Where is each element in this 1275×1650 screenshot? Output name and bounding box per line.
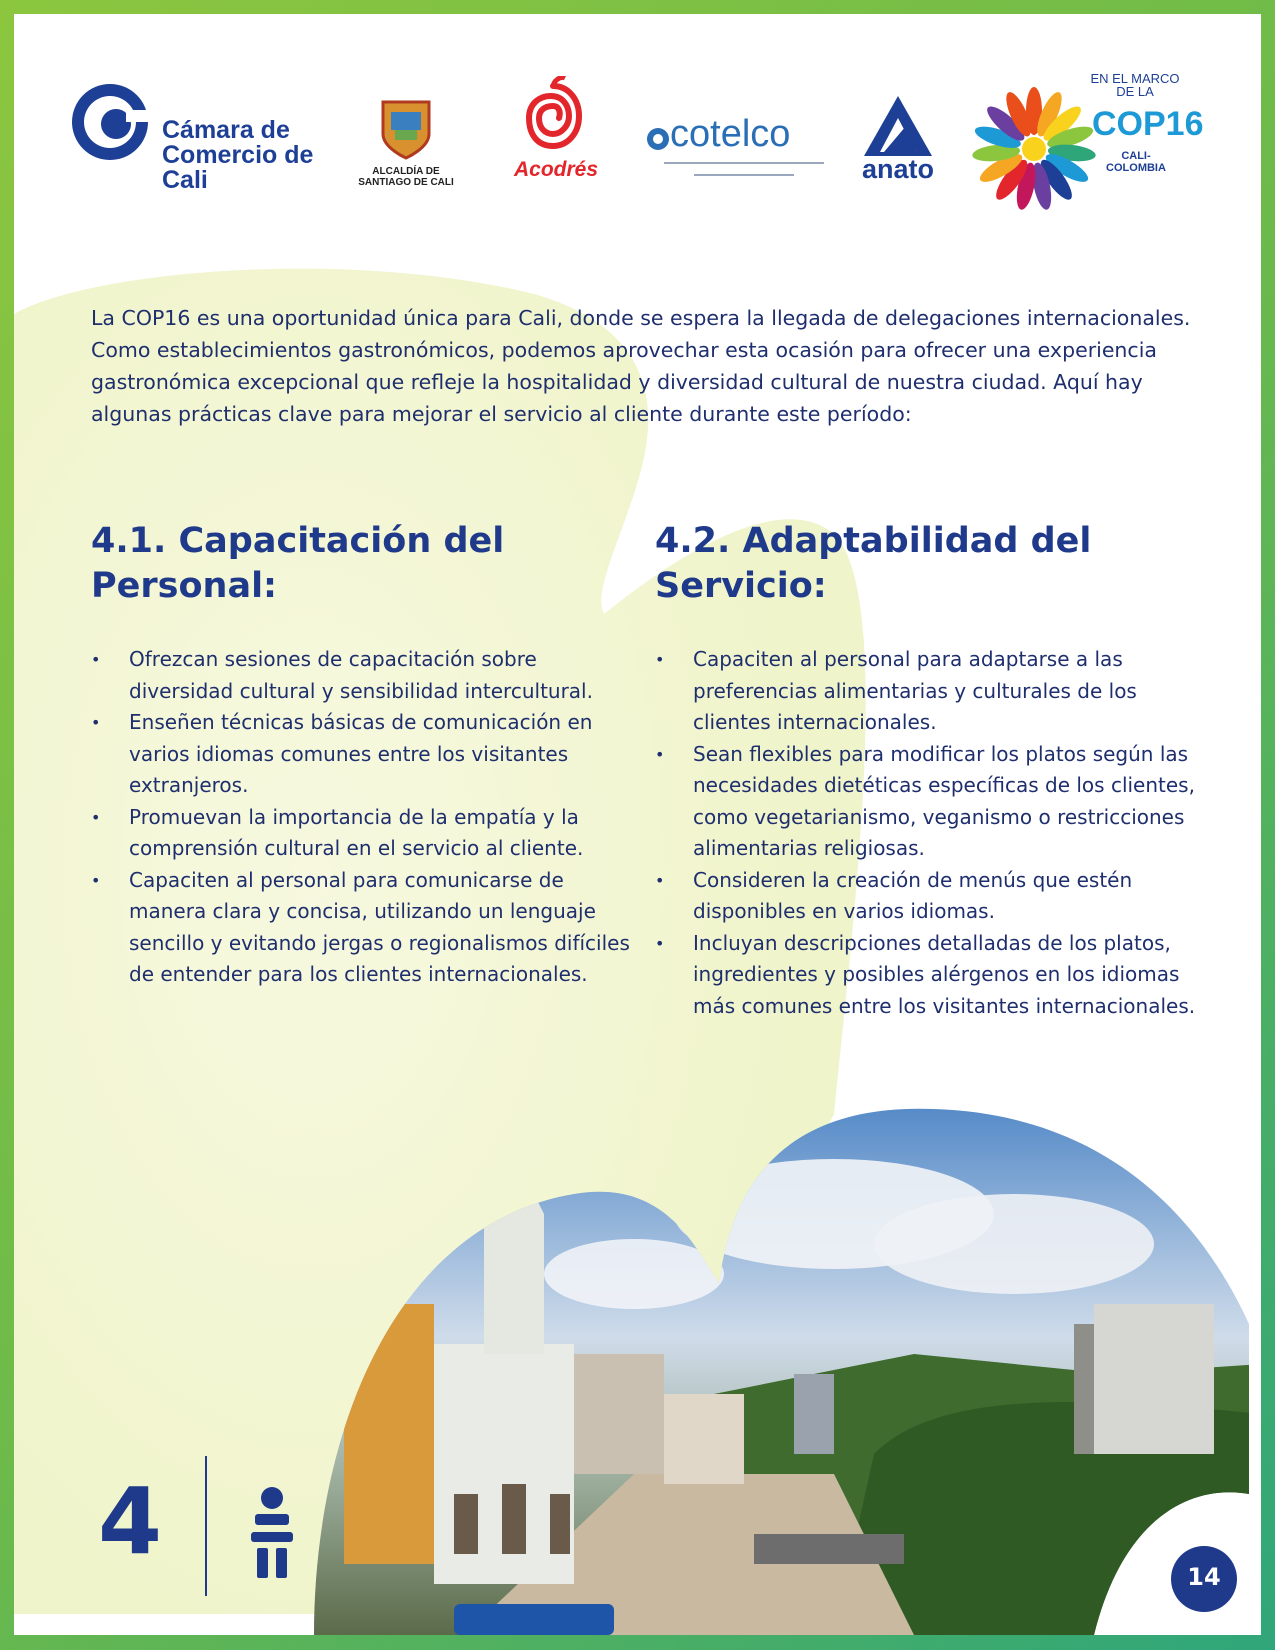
section-1-title-line2: Personal: (91, 566, 278, 606)
section-2-title-line2: Servicio: (655, 566, 827, 606)
camara-comercio-name: Cámara de Comercio de Cali (162, 116, 314, 194)
cop16-name: COP16 (1092, 105, 1204, 143)
section-1-title-line1: 4.1. Capacitación del (91, 521, 505, 561)
cali-city-photo (14, 14, 1261, 1635)
page-number-badge: 14 (1171, 1546, 1237, 1612)
cotelco-name: cotelco (670, 113, 791, 155)
person-icon (251, 1484, 293, 1580)
page (14, 14, 1261, 1635)
acodres-name: Acodrés (513, 158, 599, 181)
list-item: • Promuevan la importancia de la empatía y la comprensión cultural en el servicio al cliente. (91, 802, 641, 865)
anato-name: anato (861, 154, 934, 184)
intro-paragraph: La COP16 es una oportunidad única para Cali, donde se espera la llegada de delegaciones internacionales. Como establecimientos gastronómicos, podemos aprovechar esta ocasión para ofrecer una experiencia gastronómica excepcional que refleje la hospitalidad y diversidad cultural de nuestra ciudad. Aquí hay algunas prácticas clave para mejorar el servicio al cliente durante este período: (91, 306, 1191, 426)
alcaldia-caption-line2: SANTIAGO DE CALI (358, 177, 454, 188)
section-number: 4 (98, 1468, 163, 1575)
list-item: • Capaciten al personal para comunicarse de manera clara y concisa, utilizando un lenguaje sencillo y evitando jergas o regionalismos difíciles de entender para los clientes internacionales. (91, 865, 641, 991)
footer-divider (205, 1456, 207, 1596)
list-item: • Enseñen técnicas básicas de comunicación en varios idiomas comunes entre los visitantes extranjeros. (91, 707, 641, 802)
list-item: • Ofrezcan sesiones de capacitación sobre diversidad cultural y sensibilidad intercultural. (91, 644, 641, 707)
alcaldia-caption-line1: ALCALDÍA DE (372, 166, 440, 177)
list-item: • Capaciten al personal para adaptarse a las preferencias alimentarias y culturales de los clientes internacionales. (655, 644, 1205, 739)
list-item: • Consideren la creación de menús que estén disponibles en varios idiomas. (655, 865, 1205, 928)
cop16-marco-line2: DE LA (1116, 84, 1154, 99)
cop16-marco-line1: EN EL MARCO (1090, 71, 1180, 86)
list-item: • Incluyan descripciones detalladas de los platos, ingredientes y posibles alérgenos en los idiomas más comunes entre los visitantes internacionales. (655, 928, 1205, 1023)
cop16-place: CALI-COLOMBIA (1106, 150, 1166, 174)
list-item: • Sean flexibles para modificar los platos según las necesidades dietéticas específicas de los clientes, como vegetarianismo, veganismo o restricciones alimentarias religiosas. (655, 739, 1205, 865)
section-2-title-line1: 4.2. Adaptabilidad del (655, 521, 1092, 561)
